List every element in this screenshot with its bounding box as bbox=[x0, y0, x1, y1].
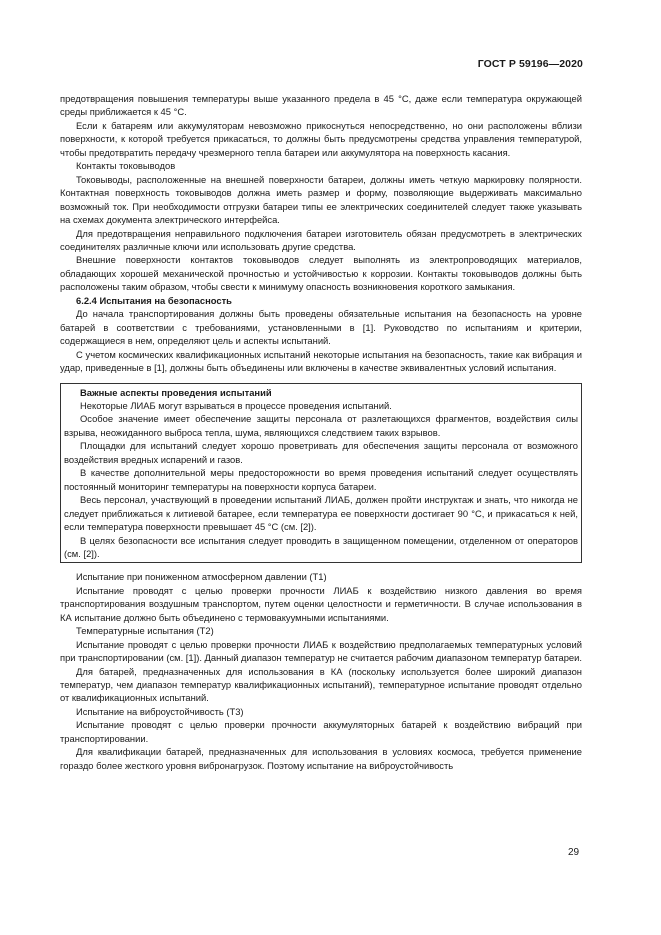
box-heading: Важные аспекты проведения испытаний bbox=[80, 386, 272, 398]
body-paragraph: Контакты токовыводов bbox=[76, 160, 176, 172]
page-content bbox=[60, 92, 582, 772]
body-paragraph: предотвращения повышения температуры выше указанного предела в 45 °С, даже если температура окружающей среды приближается к 45 °С. bbox=[60, 93, 582, 118]
body-paragraph: Для квалификации батарей, предназначенных для использования в условиях космоса, требуется применение гораздо более жесткого уровня вибронагрузок. Поэтому испытание на виброустойчивость bbox=[60, 746, 582, 771]
body-heading: 6.2.4 Испытания на безопасность bbox=[76, 294, 232, 306]
body-paragraph: Испытание проводят с целью проверки прочности аккумуляторных батарей к воздействию вибраций при транспортировании. bbox=[60, 719, 582, 744]
box-paragraph: Некоторые ЛИАБ могут взрываться в процессе проведения испытаний. bbox=[80, 399, 392, 411]
box-paragraph: Особое значение имеет обеспечение защиты персонала от разлетающихся фрагментов, воздействия силы взрыва, неожиданного выброса тепла, шума, являющихся следствием таких взрывов. bbox=[64, 413, 578, 438]
body-paragraph: Испытание проводят с целью проверки прочности ЛИАБ к воздействию низкого давления во время транспортирования воздушным транспортом, путем оценки целостности и герметичности. В случае использования в КА испытание должно быть объединено с термовакуумными испытаниями. bbox=[60, 584, 582, 623]
box-paragraph: В целях безопасности все испытания следует проводить в защищенном помещении, отделенном от операторов (см. [2]). bbox=[64, 534, 578, 559]
body-section-before bbox=[60, 92, 582, 375]
box-paragraph: Весь персонал, участвующий в проведении испытаний ЛИАБ, должен пройти инструктаж и знать, что никогда не следует приближаться к литиевой батарее, если температура ее поверхности достигает 90 °С, и прикасаться к ней, если температура поверхности превышает 45 °С (см. [2]). bbox=[64, 494, 578, 533]
body-paragraph: Температурные испытания (Т2) bbox=[76, 625, 214, 637]
body-paragraph: До начала транспортирования должны быть проведены обязательные испытания на безопасность на уровне батарей в соответствии с требованиями, установленными в [1]. Руководство по испытаниям и критерии, содержащиеся в нем, определяют цель и аспекты испытаний. bbox=[60, 308, 582, 347]
page-number: 29 bbox=[568, 847, 580, 858]
body-paragraph: Для предотвращения неправильного подключения батареи изготовитель обязан предусмотреть в электрических соединителях различные ключи или использовать другие средства. bbox=[60, 227, 582, 252]
body-paragraph: Испытание проводят с целью проверки прочности ЛИАБ к воздействию предполагаемых температурных условий при транспортировании (см. [1]). Данный диапазон температур не считается рабочим диапазоном температур батареи. bbox=[60, 638, 582, 664]
body-paragraph: Токовыводы, расположенные на внешней поверхности батареи, должны иметь четкую маркировку полярности. Контактная поверхность токовыводов должна иметь размер и форму, позволяющие выдерживать максимально возможный ток. При необходимости отгрузки батареи типы ее электрических соединителей следует также указывать на схемах документа электрического интерфейса. bbox=[60, 173, 582, 226]
box-paragraph: В качестве дополнительной меры предосторожности во время проведения испытаний следует осуществлять постоянный мониторинг температуры на поверхности корпуса батареи. bbox=[64, 467, 578, 492]
body-paragraph: Испытание на виброустойчивость (Т3) bbox=[76, 705, 244, 717]
body-paragraph: Испытание при пониженном атмосферном давлении (Т1) bbox=[76, 571, 327, 583]
safety-notice-box bbox=[60, 383, 582, 564]
body-paragraph: Для батарей, предназначенных для использования в КА (поскольку используется более широкий диапазон температур, чем диапазон температур квалификационных испытаний), температурное испытание проводят отдельно от квалификационных испытаний. bbox=[60, 665, 582, 704]
body-paragraph: Если к батареям или аккумуляторам невозможно прикоснуться непосредственно, но они расположены вблизи поверхности, к которой требуется прикасаться, то должны быть предусмотрены средства управления температурой, чтобы предотвратить передачу чрезмерного тепла батареи или аккумулятора на поверхность касания. bbox=[60, 119, 582, 158]
box-paragraph: Площадки для испытаний следует хорошо проветривать для обеспечения защиты персонала от возможного воздействия вредных испарений и газов. bbox=[64, 440, 578, 465]
body-paragraph: С учетом космических квалификационных испытаний некоторые испытания на безопасность, такие как вибрация и удар, приведенные в [1], должны быть объединены или включены в качестве эквивалентных условий испытания. bbox=[60, 348, 582, 374]
document-header: ГОСТ Р 59196—2020 bbox=[477, 58, 583, 70]
body-section-after bbox=[60, 570, 582, 772]
body-paragraph: Внешние поверхности контактов токовыводов следует выполнять из электропроводящих материалов, обладающих хорошей механической прочностью и устойчивостью к коррозии. Контакты токовыводов должны быть расположены таким образом, чтобы свести к минимуму опасность возникновения короткого замыкания. bbox=[60, 254, 582, 293]
